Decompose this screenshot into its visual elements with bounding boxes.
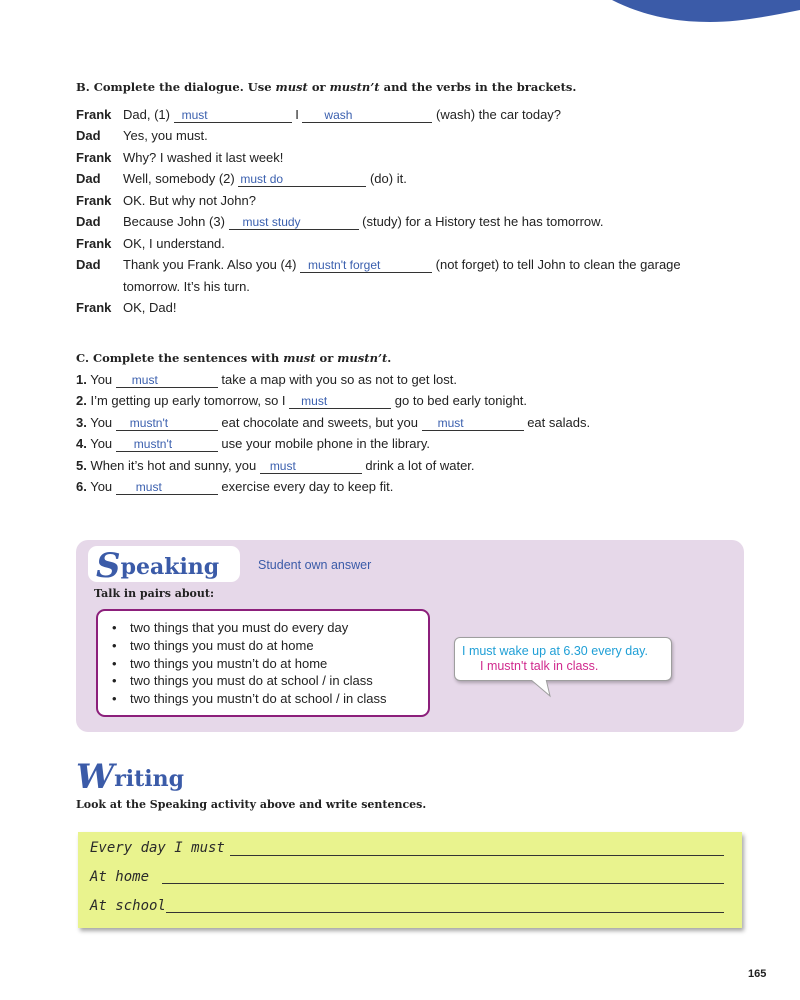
sentence-item: 1. You must take a map with you so as not to get lost. bbox=[76, 372, 457, 387]
list-item: • two things you mustn’t do at school / in class bbox=[112, 690, 387, 708]
answer-blank[interactable]: must bbox=[116, 373, 218, 388]
answer-blank[interactable]: mustn't bbox=[116, 437, 218, 452]
writing-prompt: At home bbox=[90, 869, 150, 885]
speaking-topics-box bbox=[96, 609, 430, 717]
writing-answer-line[interactable] bbox=[162, 883, 724, 884]
speaking-title: Speaking bbox=[96, 546, 220, 586]
answer-blank[interactable]: must bbox=[174, 108, 292, 123]
writing-title: Writing bbox=[76, 757, 185, 797]
list-item: • two things you must do at home bbox=[112, 637, 387, 655]
list-item: • two things you must do at school / in class bbox=[112, 672, 387, 690]
answer-blank[interactable]: wash bbox=[302, 108, 432, 123]
answer-blank[interactable]: must do bbox=[238, 172, 366, 187]
sentence-item: 3. You mustn't eat chocolate and sweets, but you must eat salads. bbox=[76, 415, 591, 430]
writing-prompt: Every day I must bbox=[90, 840, 225, 856]
answer-blank[interactable]: must study bbox=[229, 215, 359, 230]
answer-blank[interactable]: must bbox=[116, 480, 218, 495]
answer-blank[interactable]: must bbox=[422, 416, 524, 431]
sentence-item: 2. I’m getting up early tomorrow, so I must go to bed early tonight. bbox=[76, 393, 528, 408]
list-item: • two things that you must do every day bbox=[112, 619, 387, 637]
speech-bubble-tail bbox=[530, 678, 570, 698]
example-answer-1: I must wake up at 6.30 every day. bbox=[462, 644, 648, 658]
list-item: • two things you mustn’t do at home bbox=[112, 655, 387, 673]
section-b-heading: B. Complete the dialogue. Use must or mustn’t and the verbs in the brackets. bbox=[76, 80, 577, 94]
sentence-item: 4. You mustn't use your mobile phone in the library. bbox=[76, 436, 430, 451]
sentence-item: 6. You must exercise every day to keep fit. bbox=[76, 479, 394, 494]
sentence-item: 5. When it’s hot and sunny, you must drink a lot of water. bbox=[76, 458, 475, 473]
student-own-answer-note: Student own answer bbox=[258, 558, 372, 572]
writing-answer-line[interactable] bbox=[230, 855, 724, 856]
corner-decoration bbox=[0, 0, 800, 40]
answer-blank[interactable]: must bbox=[260, 459, 362, 474]
answer-blank[interactable]: mustn't forget bbox=[300, 258, 432, 273]
writing-prompt: At school bbox=[90, 898, 166, 914]
answer-blank[interactable]: must bbox=[289, 394, 391, 409]
writing-answer-line[interactable] bbox=[166, 912, 724, 913]
answer-blank[interactable]: mustn't bbox=[116, 416, 218, 431]
writing-instruction: Look at the Speaking activity above and write sentences. bbox=[76, 798, 427, 811]
page-number: 165 bbox=[748, 968, 767, 980]
talk-in-pairs-label: Talk in pairs about: bbox=[94, 587, 215, 600]
section-c-heading: C. Complete the sentences with must or mustn’t. bbox=[76, 351, 392, 365]
example-answer-2: I mustn't talk in class. bbox=[480, 659, 599, 673]
